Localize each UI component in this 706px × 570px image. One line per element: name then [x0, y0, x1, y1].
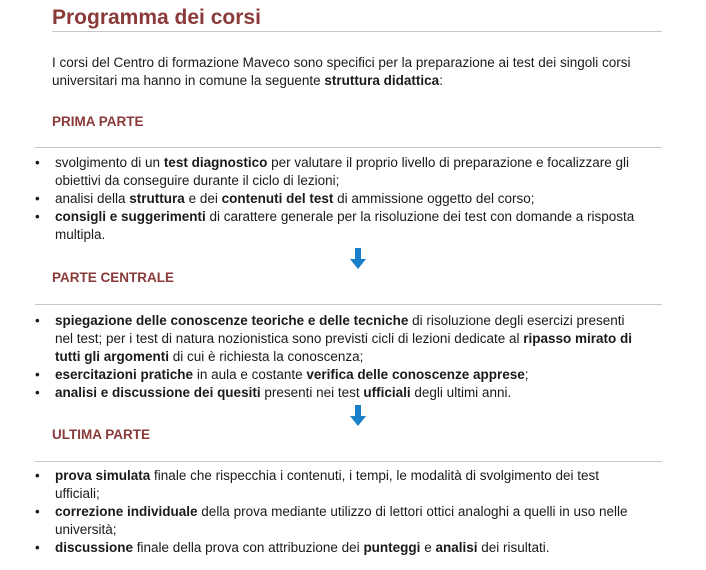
bullet-icon: • — [35, 367, 40, 382]
item-text: in aula e costante — [193, 367, 307, 382]
intro-paragraph — [52, 54, 662, 90]
list-item — [35, 208, 635, 244]
section-divider — [35, 304, 662, 305]
bullet-list-centrale — [35, 312, 635, 402]
item-text: analisi della — [55, 191, 130, 206]
bold-text: consigli e suggerimenti — [55, 209, 206, 224]
item-text: della prova mediante utilizzo di lettori ottici analoghi a quelli in uso nelle università; — [55, 504, 628, 537]
section-title-prima: PRIMA PARTE — [52, 114, 144, 129]
item-text: degli ultimi anni. — [410, 385, 512, 400]
bullet-icon: • — [35, 468, 40, 483]
bold-text: esercitazioni pratiche — [55, 367, 194, 382]
list-item — [35, 539, 635, 557]
bold-text: verifica delle conoscenze apprese — [306, 367, 525, 382]
item-text: finale che rispecchia i contenuti, i tempi, le modalità di svolgimento dei test ufficiali; — [55, 468, 600, 501]
list-item — [35, 190, 635, 208]
bold-text: test diagnostico — [163, 155, 268, 170]
item-text: finale della prova con attribuzione dei — [133, 540, 364, 555]
bold-text: analisi e discussione dei quesiti — [55, 385, 261, 400]
bold-text: prova simulata — [55, 468, 151, 483]
item-text: dei risultati. — [477, 540, 550, 555]
item-text: di risoluzione degli esercizi presenti nel test; per i test di natura nozionistica sono previsti cicli di lezioni dedicate al — [55, 313, 625, 346]
intro-bold: struttura didattica — [324, 73, 440, 88]
bullet-icon: • — [35, 313, 40, 328]
item-text: per valutare il proprio livello di preparazione e focalizzare gli obiettivi da conseguire durante il ciclo di lezioni; — [55, 155, 630, 188]
arrow-down-icon — [349, 405, 367, 427]
page-title: Programma dei corsi — [52, 6, 261, 29]
item-text: ; — [524, 367, 529, 382]
bold-text: ripasso mirato di tutti gli argomenti — [55, 331, 633, 364]
arrow-down-icon — [349, 248, 367, 270]
item-text: presenti nei test — [260, 385, 364, 400]
item-text: svolgimento di un — [55, 155, 164, 170]
bullet-icon: • — [35, 209, 40, 224]
bullet-list-ultima — [35, 467, 635, 557]
list-item — [35, 384, 635, 402]
bold-text: discussione — [55, 540, 134, 555]
bullet-icon: • — [35, 504, 40, 519]
bold-text: struttura — [129, 191, 185, 206]
section-title-ultima: ULTIMA PARTE — [52, 427, 150, 442]
bold-text: spiegazione delle conoscenze teoriche e delle tecniche — [55, 313, 409, 328]
list-item — [35, 366, 635, 384]
list-item — [35, 467, 635, 503]
bullet-icon: • — [35, 191, 40, 206]
item-text: di ammissione oggetto del corso; — [333, 191, 535, 206]
list-item — [35, 312, 635, 366]
title-divider — [52, 31, 662, 32]
section-divider — [35, 147, 662, 148]
bullet-icon: • — [35, 385, 40, 400]
bold-text: ufficiali — [363, 385, 411, 400]
item-text: e dei — [184, 191, 222, 206]
intro-end: : — [439, 73, 443, 88]
item-text: di carattere generale per la risoluzione dei test con domande a risposta multipla. — [55, 209, 635, 242]
bold-text: correzione individuale — [55, 504, 198, 519]
section-divider — [35, 461, 662, 462]
item-text: e — [420, 540, 436, 555]
bullet-icon: • — [35, 155, 40, 170]
bullet-list-prima — [35, 154, 635, 244]
bold-text: contenuti del test — [221, 191, 334, 206]
intro-text: I corsi del Centro di formazione Maveco sono specifici per la preparazione ai test dei singoli corsi universitari ma hanno in comune la seguente — [52, 55, 631, 88]
bold-text: punteggi — [363, 540, 421, 555]
item-text: di cui è richiesta la conoscenza; — [169, 349, 364, 364]
list-item — [35, 503, 635, 539]
bold-text: analisi — [435, 540, 478, 555]
section-title-centrale: PARTE CENTRALE — [52, 270, 175, 285]
bullet-icon: • — [35, 540, 40, 555]
list-item — [35, 154, 635, 190]
